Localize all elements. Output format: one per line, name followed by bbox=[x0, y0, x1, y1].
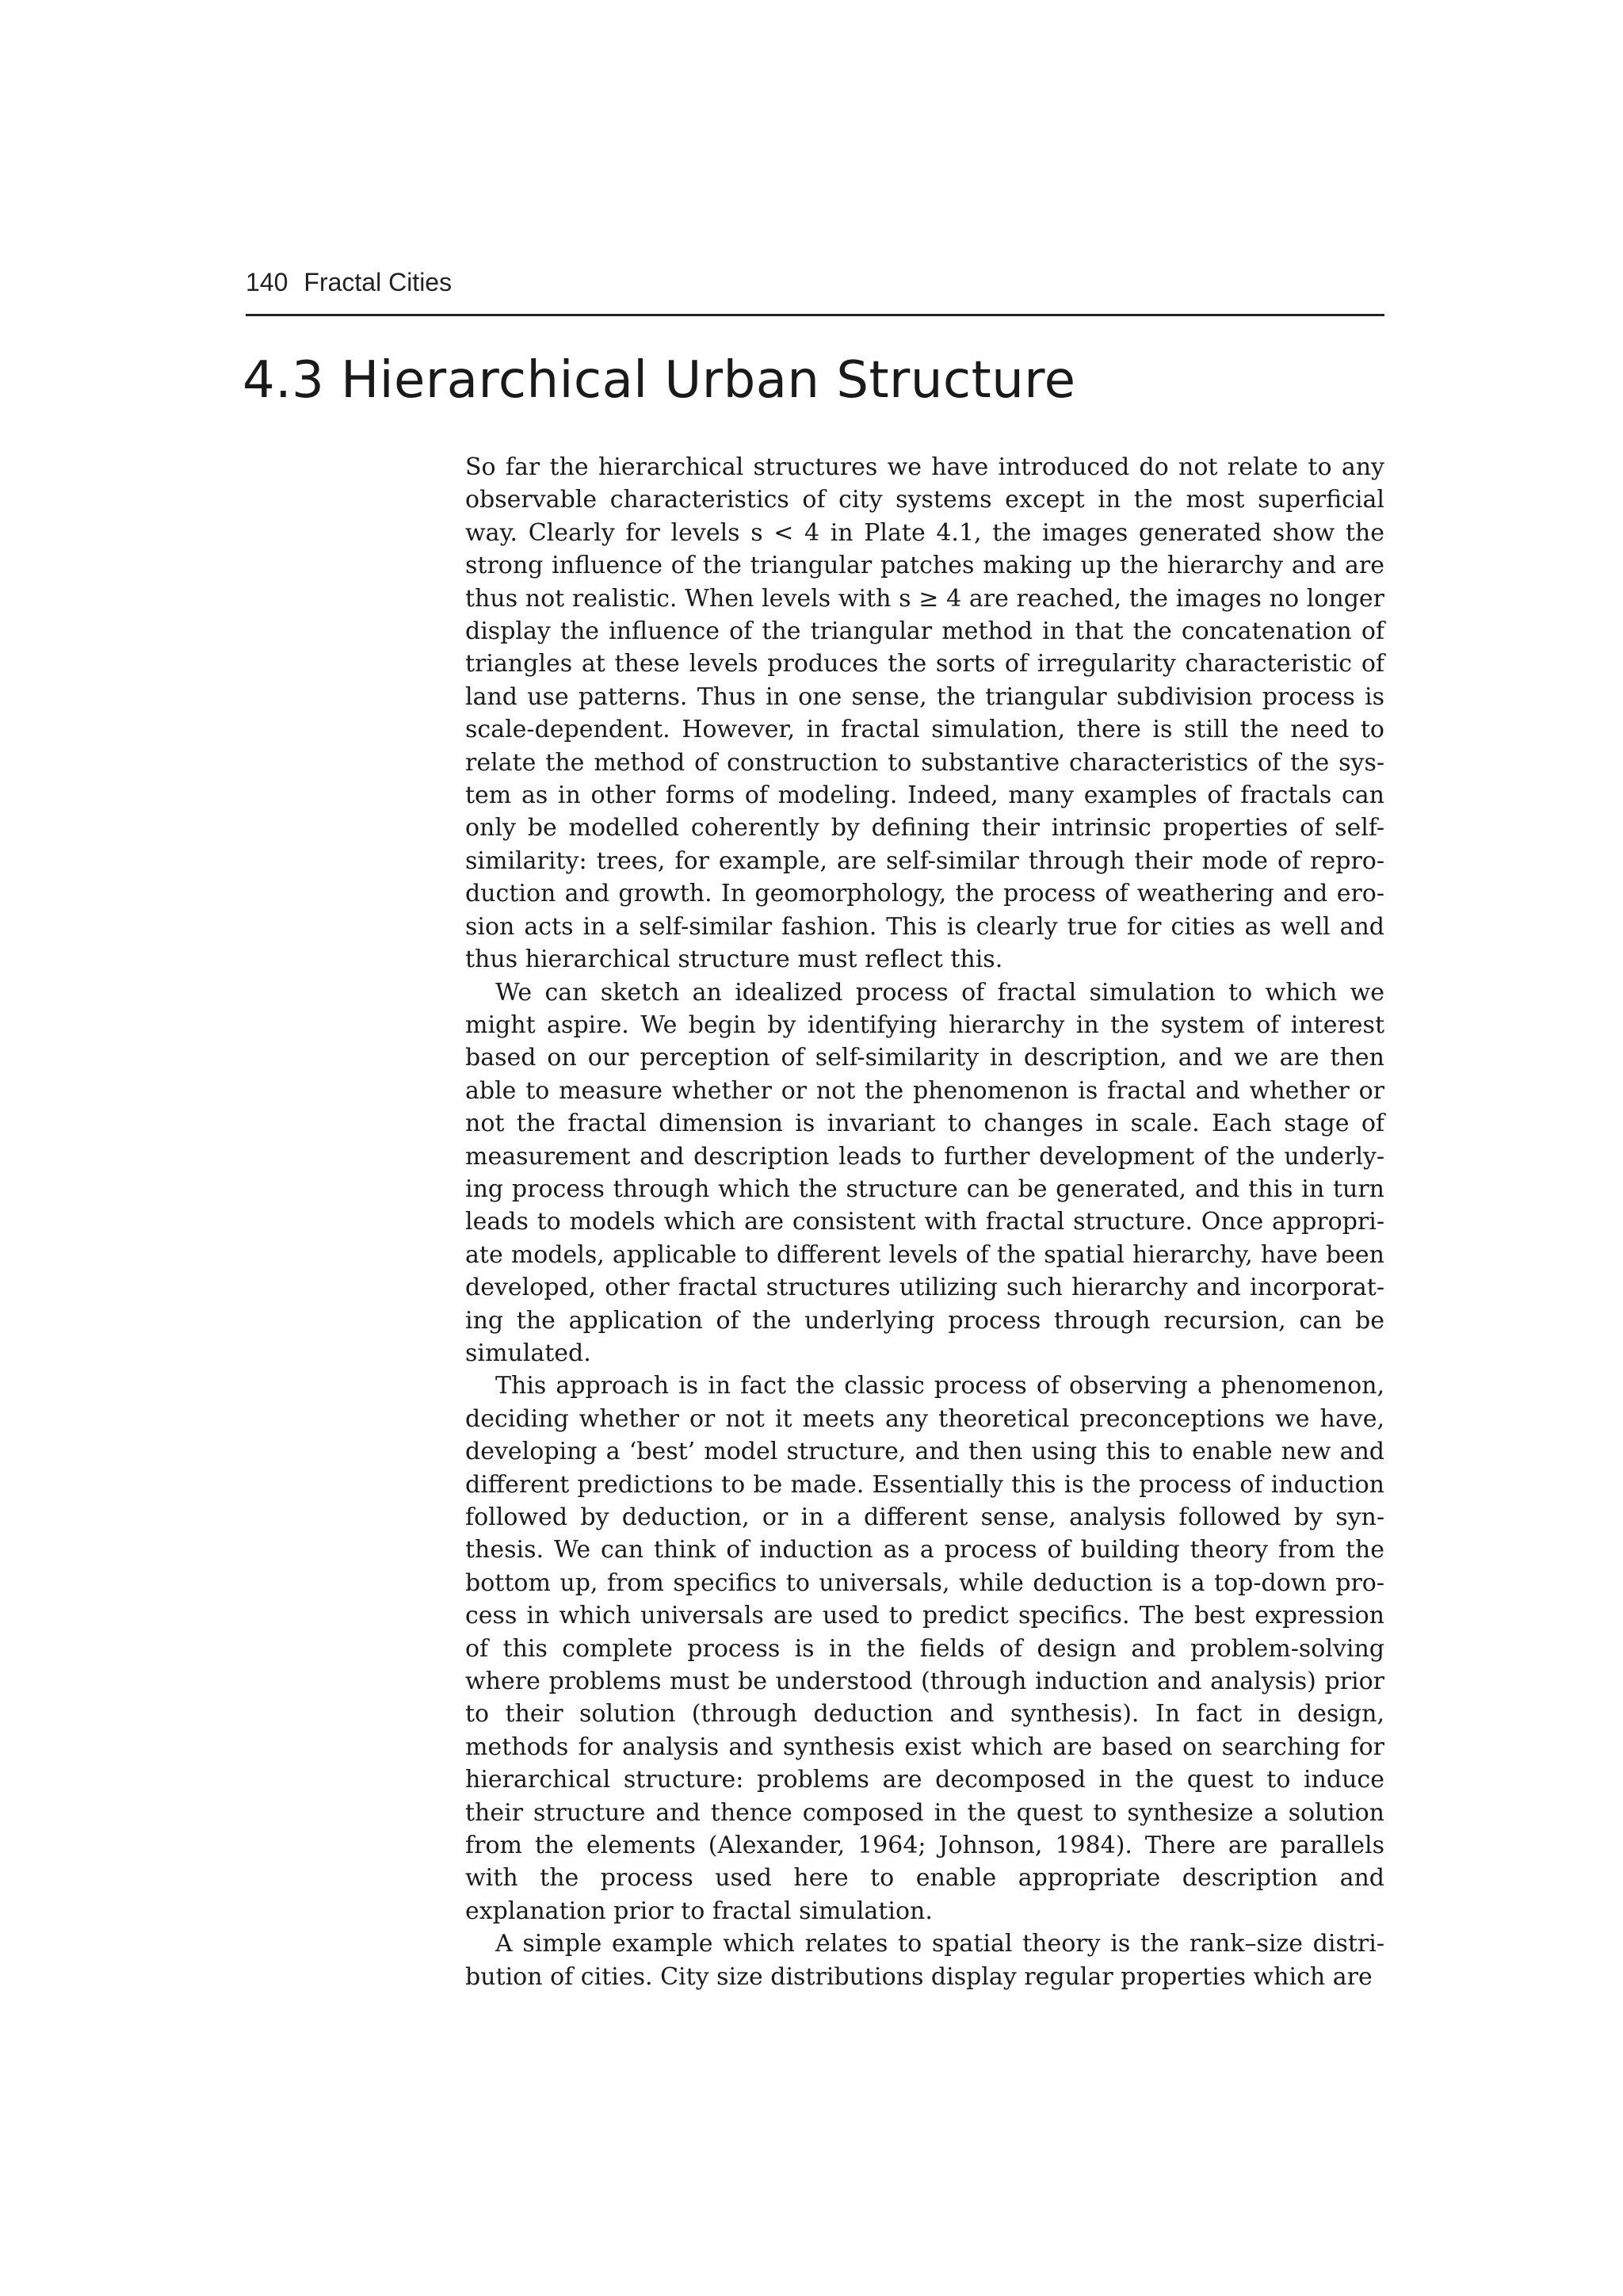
page-number: 140 bbox=[246, 268, 288, 296]
book-title: Fractal Cities bbox=[304, 268, 453, 296]
header-rule bbox=[246, 314, 1384, 316]
paragraph: A simple example which relates to spatial theory is the rank–size distribution of cities. City size distributions display regular properties which are bbox=[465, 1930, 1384, 1991]
paragraph: This approach is in fact the classic process of observing a phenomenon, deciding whether or not it meets any theoretical preconceptions we have, developing a ‘best’ model structure, and then using this to enable new and different predictions to be made. Essentially this is the process of induction followed by deduction, or in a different sense, analysis followed by synthesis. We can think of induction as a process of building theory from the bottom up, from specifics to universals, while deduction is a top-down process in which universals are used to predict specifics. The best expression of this complete process is in the fields of design and problem-solving where problems must be understood (through induction and analysis) prior to their solution (through deduction and synthesis). In fact in design, methods for analysis and synthesis exist which are based on searching for hierarchical structure: problems are decomposed in the quest to induce their structure and thence composed in the quest to synthesize a solution from the elements (Alexander, 1964; Johnson, 1984). There are parallels with the process used here to enable appropriate description and explanation prior to fractal simulation. bbox=[465, 1372, 1384, 1925]
paragraph: So far the hierarchical structures we have introduced do not relate to any observable characteristics of city systems except in the most superficial way. Clearly for levels s < 4 in Plate 4.1, the images generated show the strong influence of the triangular patches making up the hierarchy and are thus not realistic. When levels with s ≥ 4 are reached, the images no longer display the influence of the triangular method in that the concatenation of triangles at these levels produces the sorts of irregularity characteristic of land use patterns. Thus in one sense, the triangular subdivision process is scale-dependent. However, in fractal simulation, there is still the need to relate the method of construction to substantive characteristics of the system as in other forms of modeling. Indeed, many examples of fractals can only be modelled coherently by defining their intrinsic properties of self-similarity: trees, for example, are self-similar through their mode of reproduction and growth. In geomorphology, the process of weathering and erosion acts in a self-similar fashion. This is clearly true for cities as well and thus hierarchical structure must reflect this. bbox=[465, 453, 1384, 974]
section-title: 4.3 Hierarchical Urban Structure bbox=[242, 351, 1076, 410]
running-head bbox=[246, 266, 1387, 298]
body-text bbox=[465, 451, 1384, 1993]
paragraph: We can sketch an idealized process of fractal simulation to which we might aspire. We begin by identifying hierarchy in the system of interest based on our perception of self-similarity in description, and we are then able to measure whether or not the phenomenon is fractal and whether or not the fractal dimension is invariant to changes in scale. Each stage of measurement and description leads to further development of the underlying process through which the structure can be generated, and this in turn leads to models which are consistent with fractal structure. Once appropriate models, applicable to different levels of the spatial hierarchy, have been developed, other fractal structures utilizing such hierarchy and incorporating the application of the underlying process through recursion, can be simulated. bbox=[465, 978, 1384, 1367]
